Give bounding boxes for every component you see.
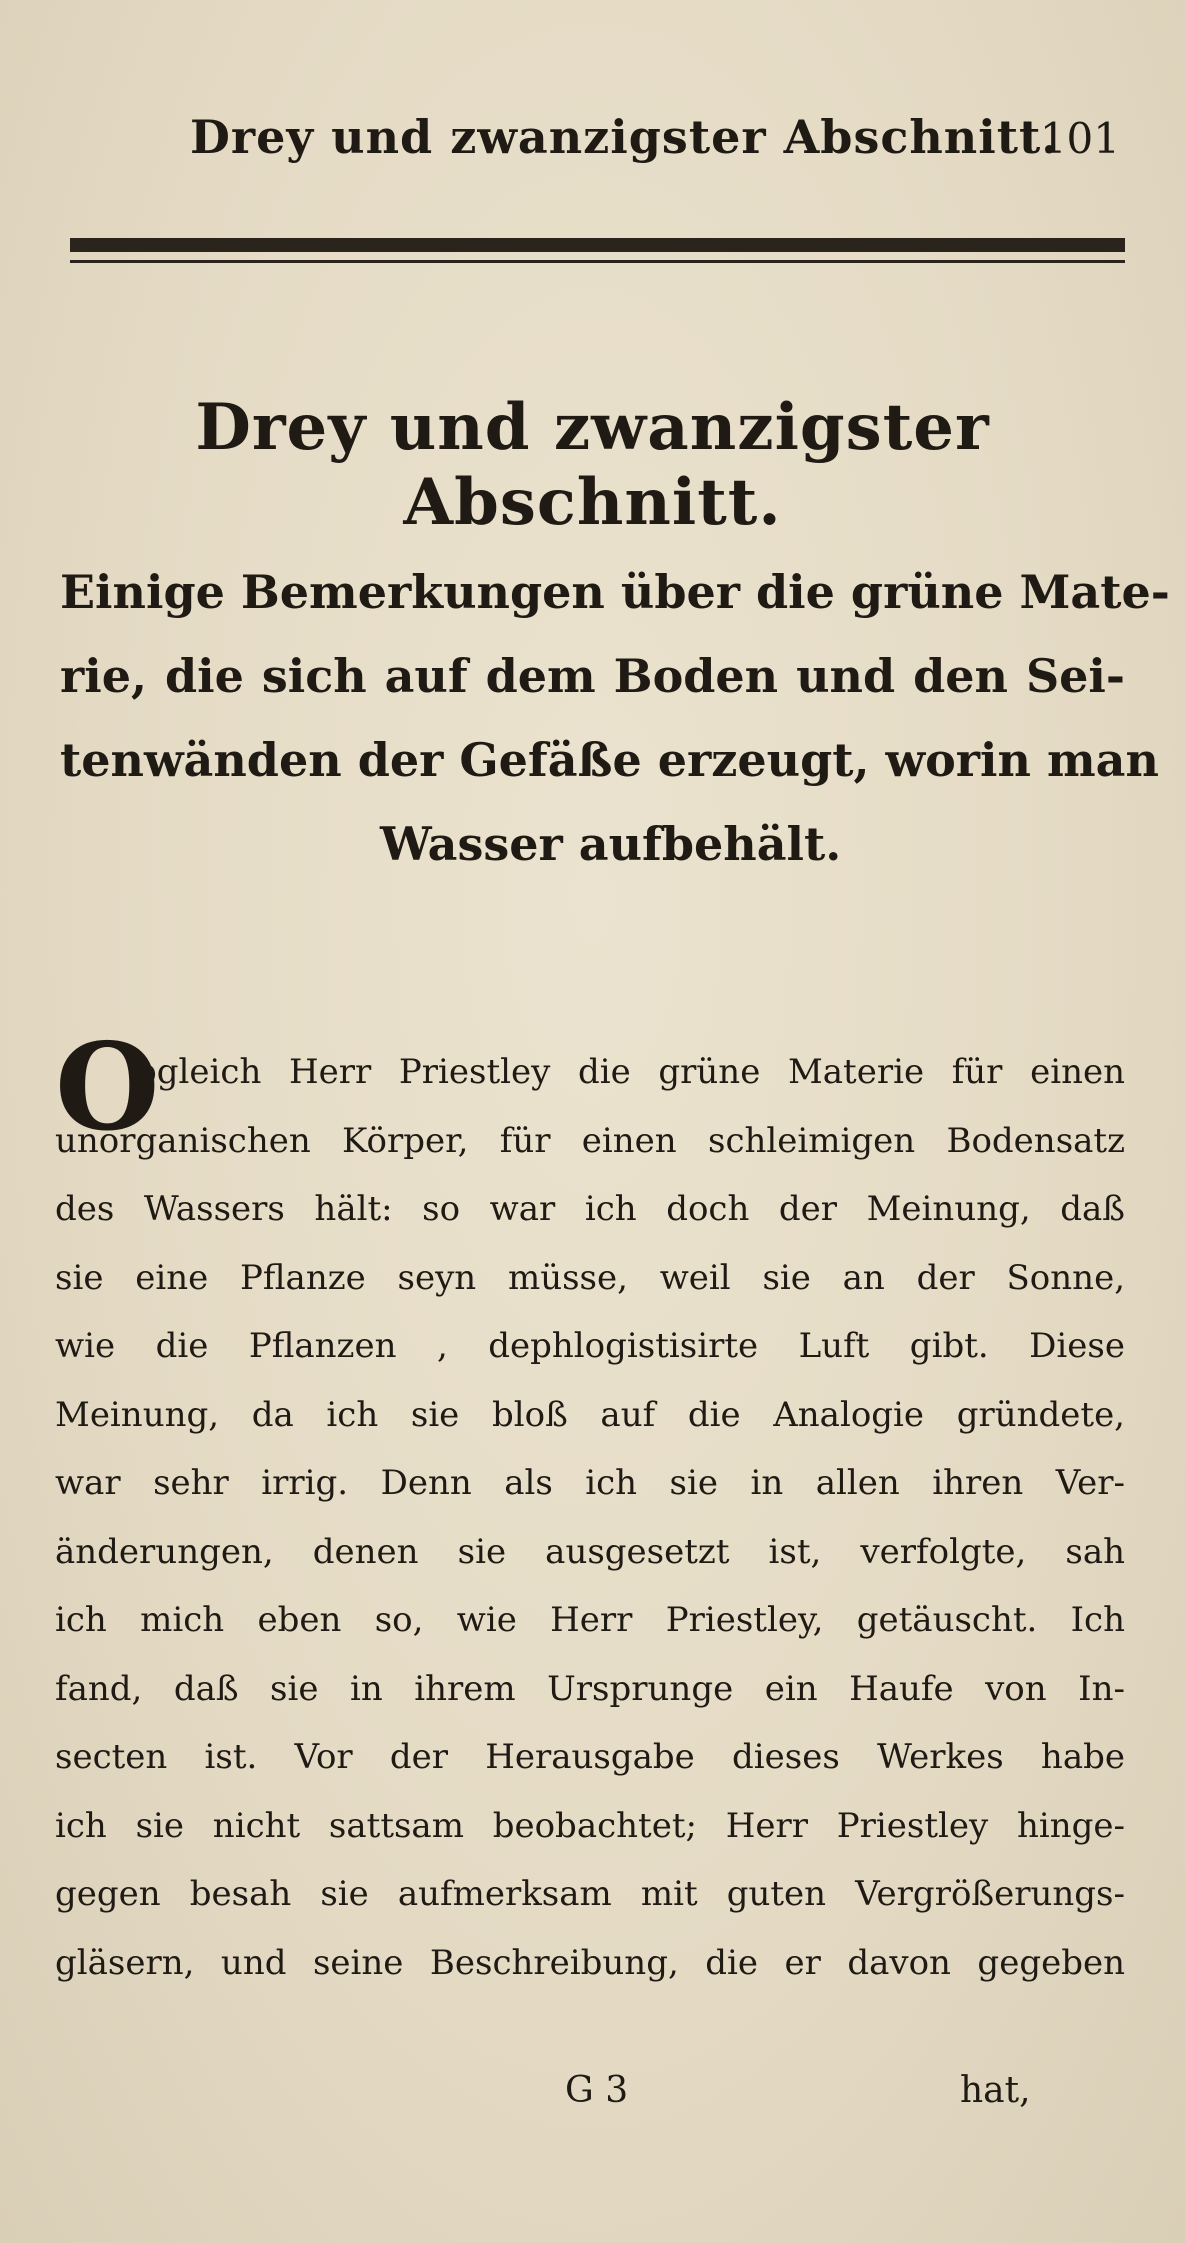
body-line: unorganischen Körper, für einen schleimigen Bodensatz [55,1120,1125,1161]
body-line: fand, daß sie in ihrem Ursprunge ein Haufe von In- [55,1668,1125,1709]
body-line: war sehr irrig. Denn als ich sie in allen ihren Ver- [55,1463,1125,1503]
body-text [55,1017,1125,1997]
page-number: 101 [1039,114,1120,163]
running-title: Drey und zwanzigster Abschnitt. [190,110,1059,164]
body-line: Meinung, da ich sie bloß auf die Analogie gründete, [55,1394,1125,1435]
subtitle-line: Wasser aufbehält. [380,817,842,871]
chapter-subtitle [60,550,1170,886]
chapter-title: Drey und zwanzigster Abschnitt. [195,390,990,540]
body-line: secten ist. Vor der Herausgabe dieses Werkes habe [55,1737,1125,1777]
body-line: änderungen, denen sie ausgesetzt ist, verfolgte, sah [55,1531,1125,1572]
body-line: wie die Pflanzen , dephlogistisirte Luft gibt. Diese [55,1326,1125,1366]
signature-mark: G 3 [565,2070,629,2111]
drop-cap: O [55,1017,160,1158]
subtitle-line: tenwänden der Gefäße erzeugt, worin man [60,733,1159,787]
running-head [190,110,1120,180]
body-line: bgleich Herr Priestley die grüne Materie für einen [135,1052,1125,1092]
header-rule-thin [70,260,1125,263]
body-line: des Wassers hält: so war ich doch der Meinung, daß [55,1189,1125,1229]
catchword: hat, [960,2070,1031,2111]
subtitle-line: rie, die sich auf dem Boden und den Sei- [60,649,1125,703]
body-line: sie eine Pflanze seyn müsse, weil sie an der Sonne, [55,1257,1125,1298]
body-line: gegen besah sie aufmerksam mit guten Vergrößerungs- [55,1874,1125,1914]
body-line: gläsern, und seine Beschreibung, die er davon gegeben [55,1942,1125,1983]
subtitle-line: Einige Bemerkungen über die grüne Mate- [60,565,1170,619]
body-line: ich sie nicht sattsam beobachtet; Herr Priestley hinge- [55,1805,1125,1846]
body-line: ich mich eben so, wie Herr Priestley, getäuscht. Ich [55,1600,1125,1640]
header-rule-thick [70,238,1125,252]
page-footer [0,2070,1185,2130]
